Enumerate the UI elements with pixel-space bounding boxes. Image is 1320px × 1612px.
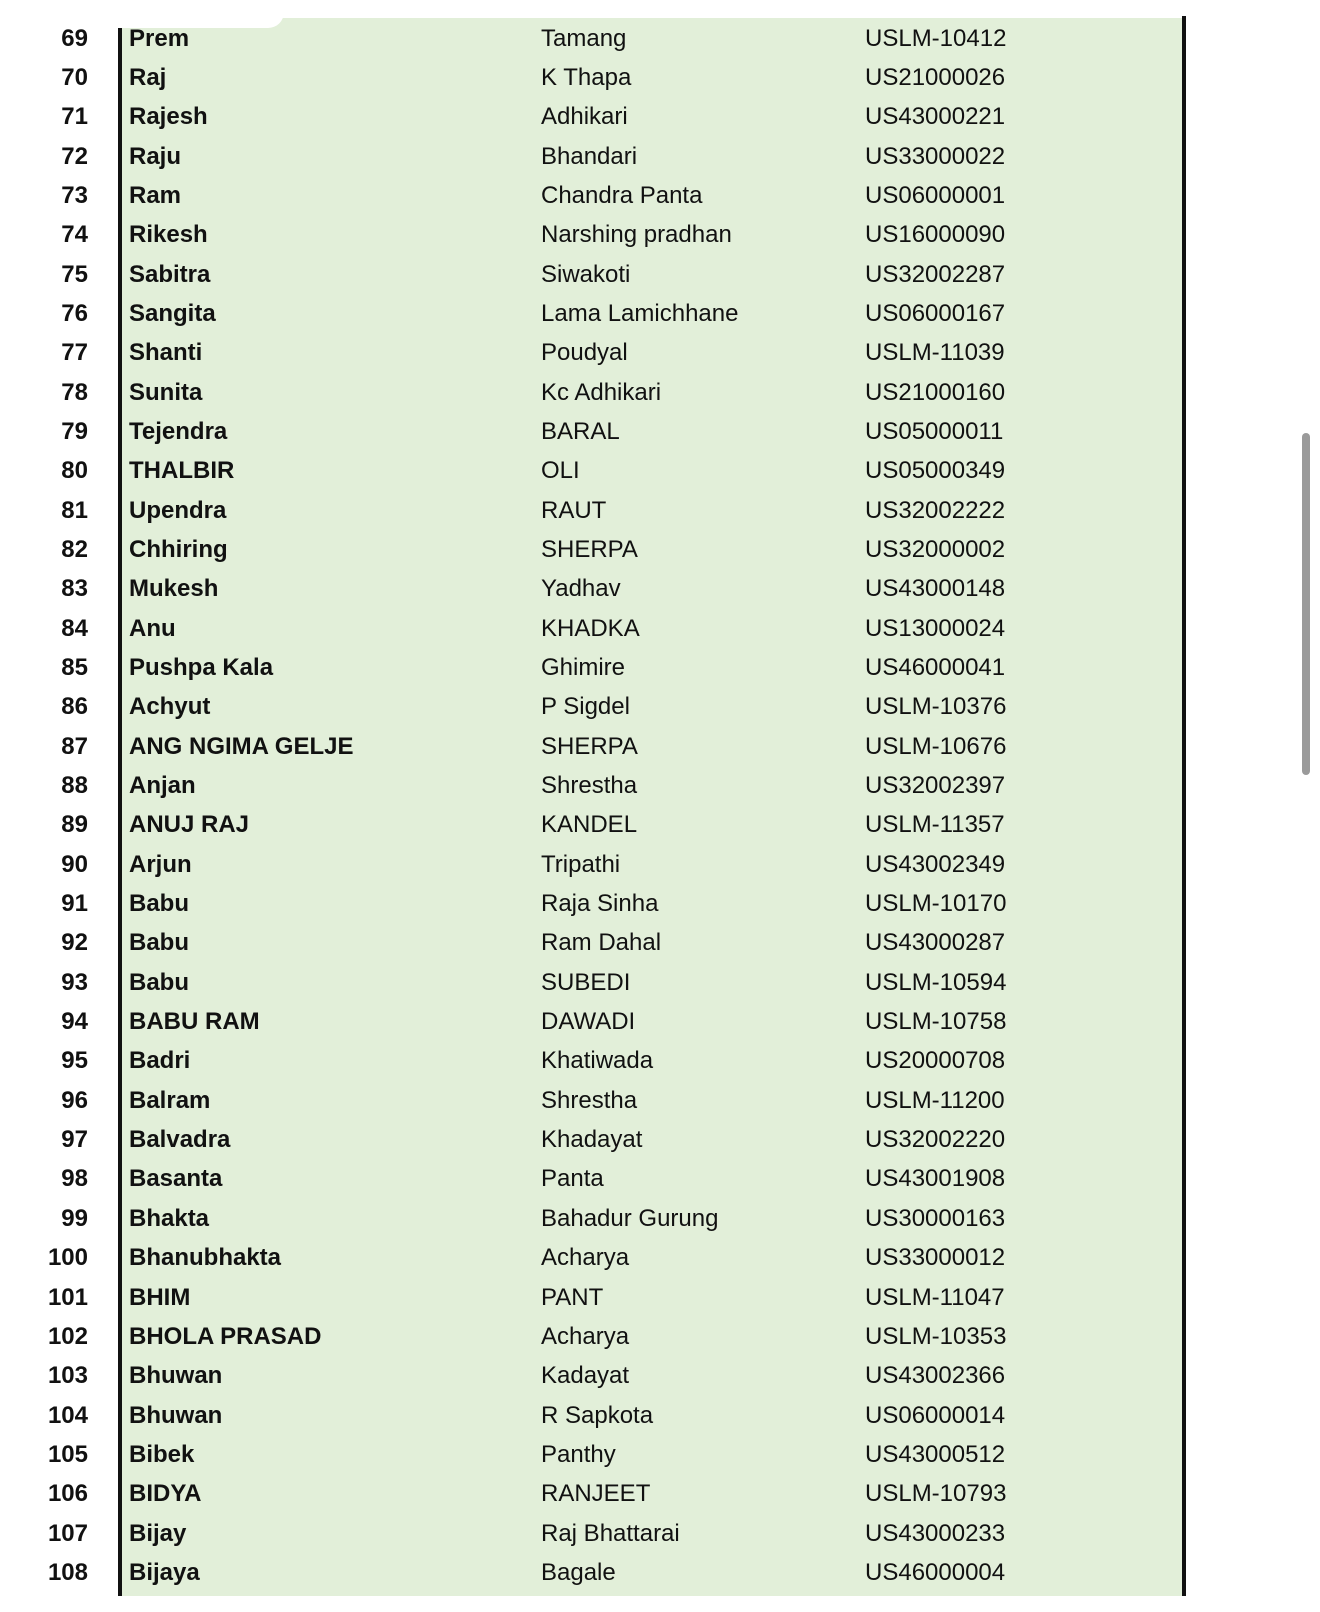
row-number: 83	[61, 575, 88, 603]
member-id-cell: US05000349	[865, 457, 1006, 485]
first-name-cell: Raju	[129, 142, 182, 170]
table-row	[0, 491, 1190, 530]
last-name-cell: SUBEDI	[541, 968, 631, 996]
row-number: 92	[61, 929, 88, 957]
table-row	[0, 805, 1190, 844]
first-name-cell: Bijaya	[129, 1558, 200, 1586]
first-name-cell: Bhanubhakta	[129, 1244, 282, 1272]
last-name-cell: Narshing pradhan	[541, 221, 732, 249]
row-number: 85	[61, 654, 88, 681]
table-row	[0, 1199, 1190, 1238]
row-number: 74	[61, 221, 88, 249]
first-name-cell: BHIM	[129, 1283, 191, 1311]
row-number: 94	[61, 1008, 88, 1036]
row-number: 98	[61, 1165, 88, 1193]
member-id-cell: US43002349	[865, 850, 1006, 878]
table-row	[0, 687, 1190, 726]
first-name-cell: Shanti	[129, 339, 203, 367]
first-name-cell: Badri	[129, 1047, 191, 1075]
last-name-cell: Adhikari	[541, 103, 628, 131]
row-number: 69	[61, 24, 88, 52]
row-number: 105	[47, 1440, 88, 1468]
member-id-cell: US32002397	[865, 772, 1006, 800]
last-name-cell: Khadayat	[541, 1126, 643, 1154]
member-id-cell: US21000160	[865, 378, 1006, 406]
last-name-cell: Tamang	[541, 24, 627, 52]
table-row	[0, 648, 1190, 687]
last-name-cell: DAWADI	[541, 1008, 636, 1036]
member-id-cell: US46000041	[865, 654, 1006, 681]
first-name-cell: Ram	[129, 181, 182, 209]
last-name-cell: Acharya	[541, 1244, 630, 1272]
first-name-cell: Bijay	[129, 1519, 187, 1547]
table-row	[0, 1041, 1190, 1080]
table-row	[0, 1120, 1190, 1159]
table-row	[0, 1514, 1190, 1553]
table-row	[0, 727, 1190, 766]
last-name-cell: Kadayat	[541, 1362, 630, 1390]
row-number: 86	[61, 693, 88, 721]
first-name-cell: Sabitra	[129, 260, 211, 288]
row-number: 90	[61, 850, 88, 878]
last-name-cell: P Sigdel	[541, 693, 630, 721]
first-name-cell: BIDYA	[129, 1480, 202, 1508]
first-name-cell: ANUJ RAJ	[129, 811, 250, 839]
last-name-cell: RANJEET	[541, 1480, 651, 1508]
member-id-cell: US20000708	[865, 1047, 1006, 1075]
row-number: 96	[61, 1086, 88, 1114]
last-name-cell: Panta	[541, 1165, 604, 1193]
table-row	[0, 97, 1190, 136]
first-name-cell: Chhiring	[129, 535, 228, 563]
table-row	[0, 137, 1190, 176]
first-name-cell: Sunita	[129, 378, 203, 406]
member-id-cell: US32002222	[865, 496, 1006, 524]
member-id-cell: USLM-11047	[865, 1283, 1005, 1311]
table-row	[0, 1553, 1190, 1592]
table-row	[0, 1278, 1190, 1317]
table-body	[0, 19, 1190, 1593]
last-name-cell: Siwakoti	[541, 260, 631, 288]
last-name-cell: BARAL	[541, 417, 620, 445]
last-name-cell: Bahadur Gurung	[541, 1204, 719, 1232]
table-row	[0, 884, 1190, 923]
member-id-cell: USLM-10793	[865, 1480, 1007, 1508]
member-id-cell: US46000004	[865, 1558, 1006, 1586]
row-number: 107	[47, 1519, 88, 1547]
member-id-cell: US06000014	[865, 1401, 1006, 1429]
row-number: 103	[47, 1362, 88, 1390]
table-row	[0, 1081, 1190, 1120]
member-id-cell: US43000287	[865, 929, 1006, 957]
last-name-cell: Lama Lamichhane	[541, 299, 739, 327]
last-name-cell: KANDEL	[541, 811, 638, 839]
first-name-cell: Rajesh	[129, 103, 208, 131]
first-name-cell: Balram	[129, 1086, 211, 1114]
last-name-cell: OLI	[541, 457, 580, 485]
row-number: 101	[47, 1283, 88, 1311]
last-name-cell: SHERPA	[541, 732, 638, 760]
first-name-cell: Anu	[129, 614, 176, 642]
member-id-cell: US13000024	[865, 614, 1006, 642]
row-number: 91	[61, 890, 88, 918]
row-number: 70	[61, 63, 88, 91]
table-row	[0, 569, 1190, 608]
member-id-cell: US06000001	[865, 181, 1006, 209]
member-id-cell: USLM-10412	[865, 24, 1007, 52]
first-name-cell: Bhakta	[129, 1204, 210, 1232]
member-id-cell: USLM-11200	[865, 1086, 1005, 1114]
table-row	[0, 530, 1190, 569]
last-name-cell: Poudyal	[541, 339, 628, 367]
row-number: 73	[61, 181, 88, 209]
member-id-cell: USLM-10676	[865, 732, 1007, 760]
row-number: 95	[61, 1047, 88, 1075]
table-row	[0, 1002, 1190, 1041]
member-id-cell: USLM-10353	[865, 1322, 1007, 1350]
table-row	[0, 176, 1190, 215]
member-id-cell: USLM-10376	[865, 693, 1007, 721]
row-number: 78	[61, 378, 88, 406]
row-number: 80	[61, 457, 88, 485]
member-id-cell: US43000148	[865, 575, 1006, 603]
table-row	[0, 1396, 1190, 1435]
last-name-cell: Chandra Panta	[541, 181, 703, 209]
table-row	[0, 255, 1190, 294]
last-name-cell: KHADKA	[541, 614, 640, 642]
first-name-cell: Prem	[129, 24, 190, 52]
row-number: 72	[61, 142, 88, 170]
table-row	[0, 451, 1190, 490]
first-name-cell: Rikesh	[129, 221, 208, 249]
last-name-cell: Ram Dahal	[541, 929, 662, 957]
row-number: 75	[61, 260, 88, 288]
first-name-cell: Babu	[129, 968, 189, 996]
member-id-cell: US30000163	[865, 1204, 1006, 1232]
row-number: 108	[47, 1558, 88, 1586]
member-id-cell: US32002287	[865, 260, 1006, 288]
scrollbar-thumb[interactable]	[1302, 433, 1310, 775]
row-number: 93	[61, 968, 88, 996]
row-number: 97	[61, 1126, 88, 1154]
member-id-cell: USLM-11357	[865, 811, 1005, 839]
last-name-cell: Raj Bhattarai	[541, 1519, 680, 1547]
table-row	[0, 1159, 1190, 1198]
last-name-cell: Yadhav	[541, 575, 621, 603]
last-name-cell: Khatiwada	[541, 1047, 654, 1075]
table-row	[0, 609, 1190, 648]
first-name-cell: Arjun	[129, 850, 192, 878]
member-id-cell: US05000011	[865, 417, 1004, 445]
table-row	[0, 294, 1190, 333]
table-row	[0, 19, 1190, 58]
member-id-cell: US32000002	[865, 535, 1006, 563]
table-row	[0, 1435, 1190, 1474]
member-id-cell: US43001908	[865, 1165, 1006, 1193]
row-number: 89	[61, 811, 88, 839]
row-number: 71	[61, 103, 88, 131]
last-name-cell: Raja Sinha	[541, 890, 659, 918]
last-name-cell: Shrestha	[541, 772, 638, 800]
member-id-cell: USLM-10170	[865, 890, 1007, 918]
member-id-cell: US43000233	[865, 1519, 1006, 1547]
row-number: 84	[61, 614, 88, 642]
first-name-cell: Pushpa Kala	[129, 654, 274, 681]
first-name-cell: Mukesh	[129, 575, 219, 603]
row-number: 79	[61, 417, 88, 445]
last-name-cell: R Sapkota	[541, 1401, 654, 1429]
row-number: 81	[61, 496, 88, 524]
row-number: 88	[61, 772, 88, 800]
table-row	[0, 215, 1190, 254]
first-name-cell: Babu	[129, 890, 189, 918]
table-row	[0, 333, 1190, 372]
row-number: 77	[61, 339, 88, 367]
row-number: 99	[61, 1204, 88, 1232]
table-row	[0, 1238, 1190, 1277]
member-id-cell: US43000221	[865, 103, 1006, 131]
table-row	[0, 1317, 1190, 1356]
row-number: 76	[61, 299, 88, 327]
row-number: 100	[47, 1244, 88, 1272]
first-name-cell: Upendra	[129, 496, 227, 524]
first-name-cell: Anjan	[129, 772, 196, 800]
last-name-cell: Panthy	[541, 1440, 616, 1468]
table-row	[0, 1356, 1190, 1395]
first-name-cell: BABU RAM	[129, 1008, 260, 1036]
first-name-cell: Achyut	[129, 693, 211, 721]
first-name-cell: Raj	[129, 63, 167, 91]
first-name-cell: Sangita	[129, 299, 216, 327]
member-id-cell: US21000026	[865, 63, 1006, 91]
first-name-cell: Basanta	[129, 1165, 223, 1193]
last-name-cell: Shrestha	[541, 1086, 638, 1114]
first-name-cell: Bhuwan	[129, 1401, 223, 1429]
member-id-cell: USLM-10758	[865, 1008, 1007, 1036]
member-id-cell: US06000167	[865, 299, 1006, 327]
table-row	[0, 766, 1190, 805]
first-name-cell: Tejendra	[129, 417, 228, 445]
first-name-cell: Babu	[129, 929, 189, 957]
last-name-cell: Bagale	[541, 1558, 616, 1586]
last-name-cell: Bhandari	[541, 142, 638, 170]
last-name-cell: RAUT	[541, 496, 607, 524]
table-row	[0, 373, 1190, 412]
table-row	[0, 923, 1190, 962]
last-name-cell: PANT	[541, 1283, 604, 1311]
member-id-cell: US33000012	[865, 1244, 1006, 1272]
first-name-cell: BHOLA PRASAD	[129, 1322, 322, 1350]
last-name-cell: Kc Adhikari	[541, 378, 662, 406]
row-number: 106	[47, 1480, 88, 1508]
row-number: 87	[61, 732, 88, 760]
first-name-cell: Balvadra	[129, 1126, 231, 1154]
member-id-cell: US33000022	[865, 142, 1006, 170]
member-id-cell: US43002366	[865, 1362, 1006, 1390]
member-id-cell: US32002220	[865, 1126, 1006, 1154]
table-row	[0, 58, 1190, 97]
table-row	[0, 1474, 1190, 1513]
first-name-cell: THALBIR	[129, 457, 235, 485]
last-name-cell: Ghimire	[541, 654, 626, 681]
member-id-cell: US16000090	[865, 221, 1006, 249]
table-row	[0, 963, 1190, 1002]
first-name-cell: Bhuwan	[129, 1362, 223, 1390]
first-name-cell: ANG NGIMA GELJE	[129, 732, 354, 760]
member-id-cell: USLM-10594	[865, 968, 1007, 996]
row-number: 104	[47, 1401, 88, 1429]
table-row	[0, 412, 1190, 451]
first-name-cell: Bibek	[129, 1440, 195, 1468]
last-name-cell: SHERPA	[541, 535, 638, 563]
table-row	[0, 845, 1190, 884]
last-name-cell: Tripathi	[541, 850, 621, 878]
member-id-cell: US43000512	[865, 1440, 1006, 1468]
last-name-cell: K Thapa	[541, 63, 632, 91]
last-name-cell: Acharya	[541, 1322, 630, 1350]
member-id-cell: USLM-11039	[865, 339, 1005, 367]
row-number: 82	[61, 535, 88, 563]
row-number: 102	[47, 1322, 88, 1350]
